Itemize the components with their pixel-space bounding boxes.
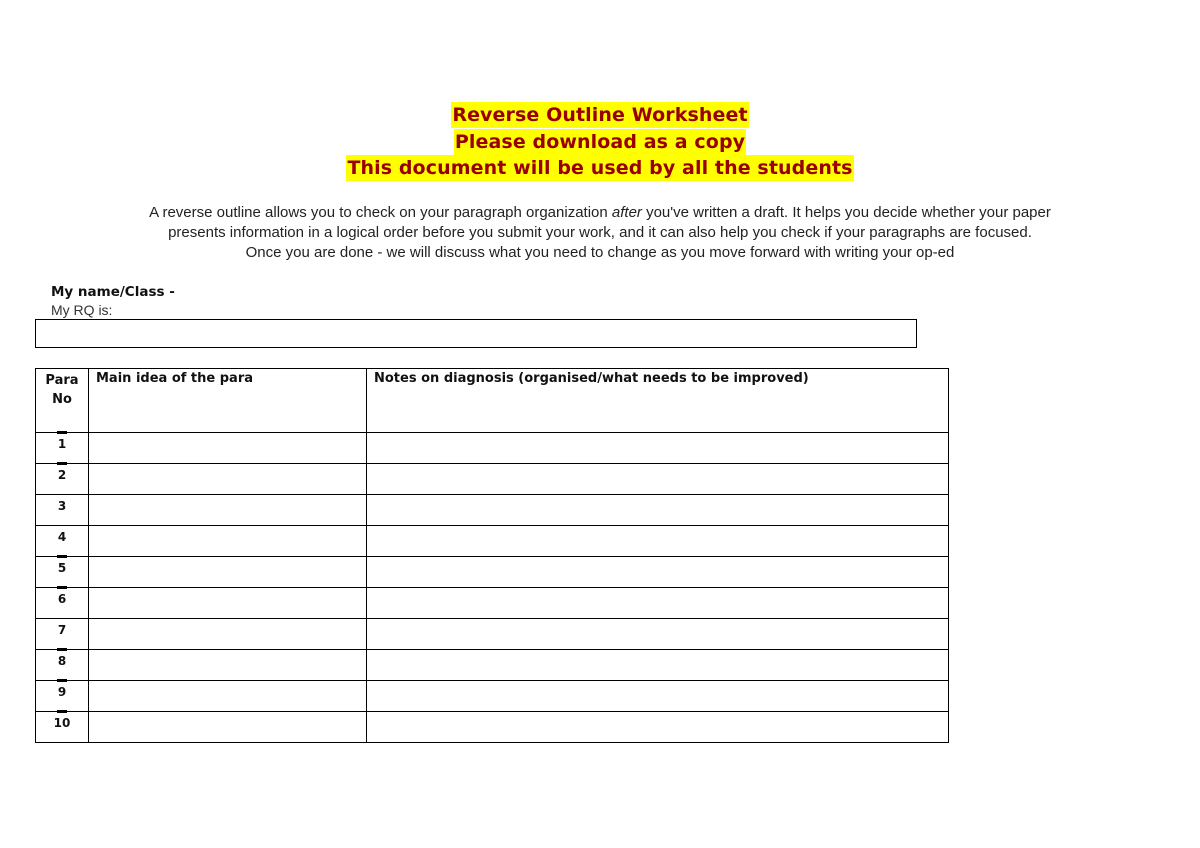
main-idea-cell[interactable] — [89, 619, 367, 650]
para-number-cell: 8 — [36, 650, 89, 681]
rq-input-box[interactable] — [35, 319, 917, 348]
main-idea-cell[interactable] — [89, 526, 367, 557]
notes-cell[interactable] — [367, 433, 949, 464]
worksheet-title-block — [0, 102, 1200, 182]
table-row — [36, 681, 949, 712]
row-marker — [57, 586, 67, 589]
para-number-cell: 1 — [36, 433, 89, 464]
table-row — [36, 557, 949, 588]
name-class-label[interactable]: My name/Class - — [51, 284, 175, 300]
main-idea-cell[interactable] — [89, 495, 367, 526]
row-marker — [57, 555, 67, 558]
para-number-cell: 7 — [36, 619, 89, 650]
table-row — [36, 464, 949, 495]
para-number-cell: 9 — [36, 681, 89, 712]
notes-cell[interactable] — [367, 712, 949, 743]
main-idea-cell[interactable] — [89, 712, 367, 743]
notes-cell[interactable] — [367, 526, 949, 557]
notes-cell[interactable] — [367, 650, 949, 681]
table-row — [36, 495, 949, 526]
main-idea-cell[interactable] — [89, 464, 367, 495]
para-number-cell: 10 — [36, 712, 89, 743]
para-number-cell: 4 — [36, 526, 89, 557]
table-row — [36, 588, 949, 619]
notes-cell[interactable] — [367, 681, 949, 712]
table-row — [36, 712, 949, 743]
rq-label: My RQ is: — [51, 302, 113, 318]
reverse-outline-table — [35, 368, 949, 743]
main-idea-header: Main idea of the para — [89, 369, 367, 433]
para-number-cell: 6 — [36, 588, 89, 619]
table-row — [36, 526, 949, 557]
row-marker — [57, 710, 67, 713]
notes-cell[interactable] — [367, 557, 949, 588]
main-idea-cell[interactable] — [89, 650, 367, 681]
worksheet-title: Reverse Outline Worksheet — [452, 104, 748, 126]
para-number-cell: 5 — [36, 557, 89, 588]
table-header-row — [36, 369, 949, 433]
intro-emphasis: after — [611, 204, 642, 221]
shared-document-notice: This document will be used by all the students — [347, 157, 853, 179]
main-idea-cell[interactable] — [89, 681, 367, 712]
row-marker — [57, 679, 67, 682]
intro-line-2: presents information in a logical order before you submit your work, and it can also help you check if your paragraphs are focused. — [168, 224, 1032, 241]
notes-cell[interactable] — [367, 619, 949, 650]
table-row — [36, 650, 949, 681]
row-marker — [57, 431, 67, 434]
table-row — [36, 433, 949, 464]
para-number-cell: 3 — [36, 495, 89, 526]
table-row — [36, 619, 949, 650]
notes-cell[interactable] — [367, 588, 949, 619]
main-idea-cell[interactable] — [89, 433, 367, 464]
intro-line-1: A reverse outline allows you to check on your paragraph organization after you've written a draft. It helps you decide whether your paper — [149, 204, 1051, 221]
main-idea-cell[interactable] — [89, 588, 367, 619]
para-no-header: Para No — [36, 369, 89, 433]
row-marker — [57, 462, 67, 465]
notes-cell[interactable] — [367, 464, 949, 495]
row-marker — [57, 648, 67, 651]
download-copy-notice: Please download as a copy — [454, 130, 746, 153]
notes-header: Notes on diagnosis (organised/what needs to be improved) — [367, 369, 949, 433]
para-number-cell: 2 — [36, 464, 89, 495]
main-idea-cell[interactable] — [89, 557, 367, 588]
notes-cell[interactable] — [367, 495, 949, 526]
intro-line-3: Once you are done - we will discuss what you need to change as you move forward with writing your op-ed — [245, 244, 955, 261]
intro-paragraph — [40, 203, 1160, 263]
